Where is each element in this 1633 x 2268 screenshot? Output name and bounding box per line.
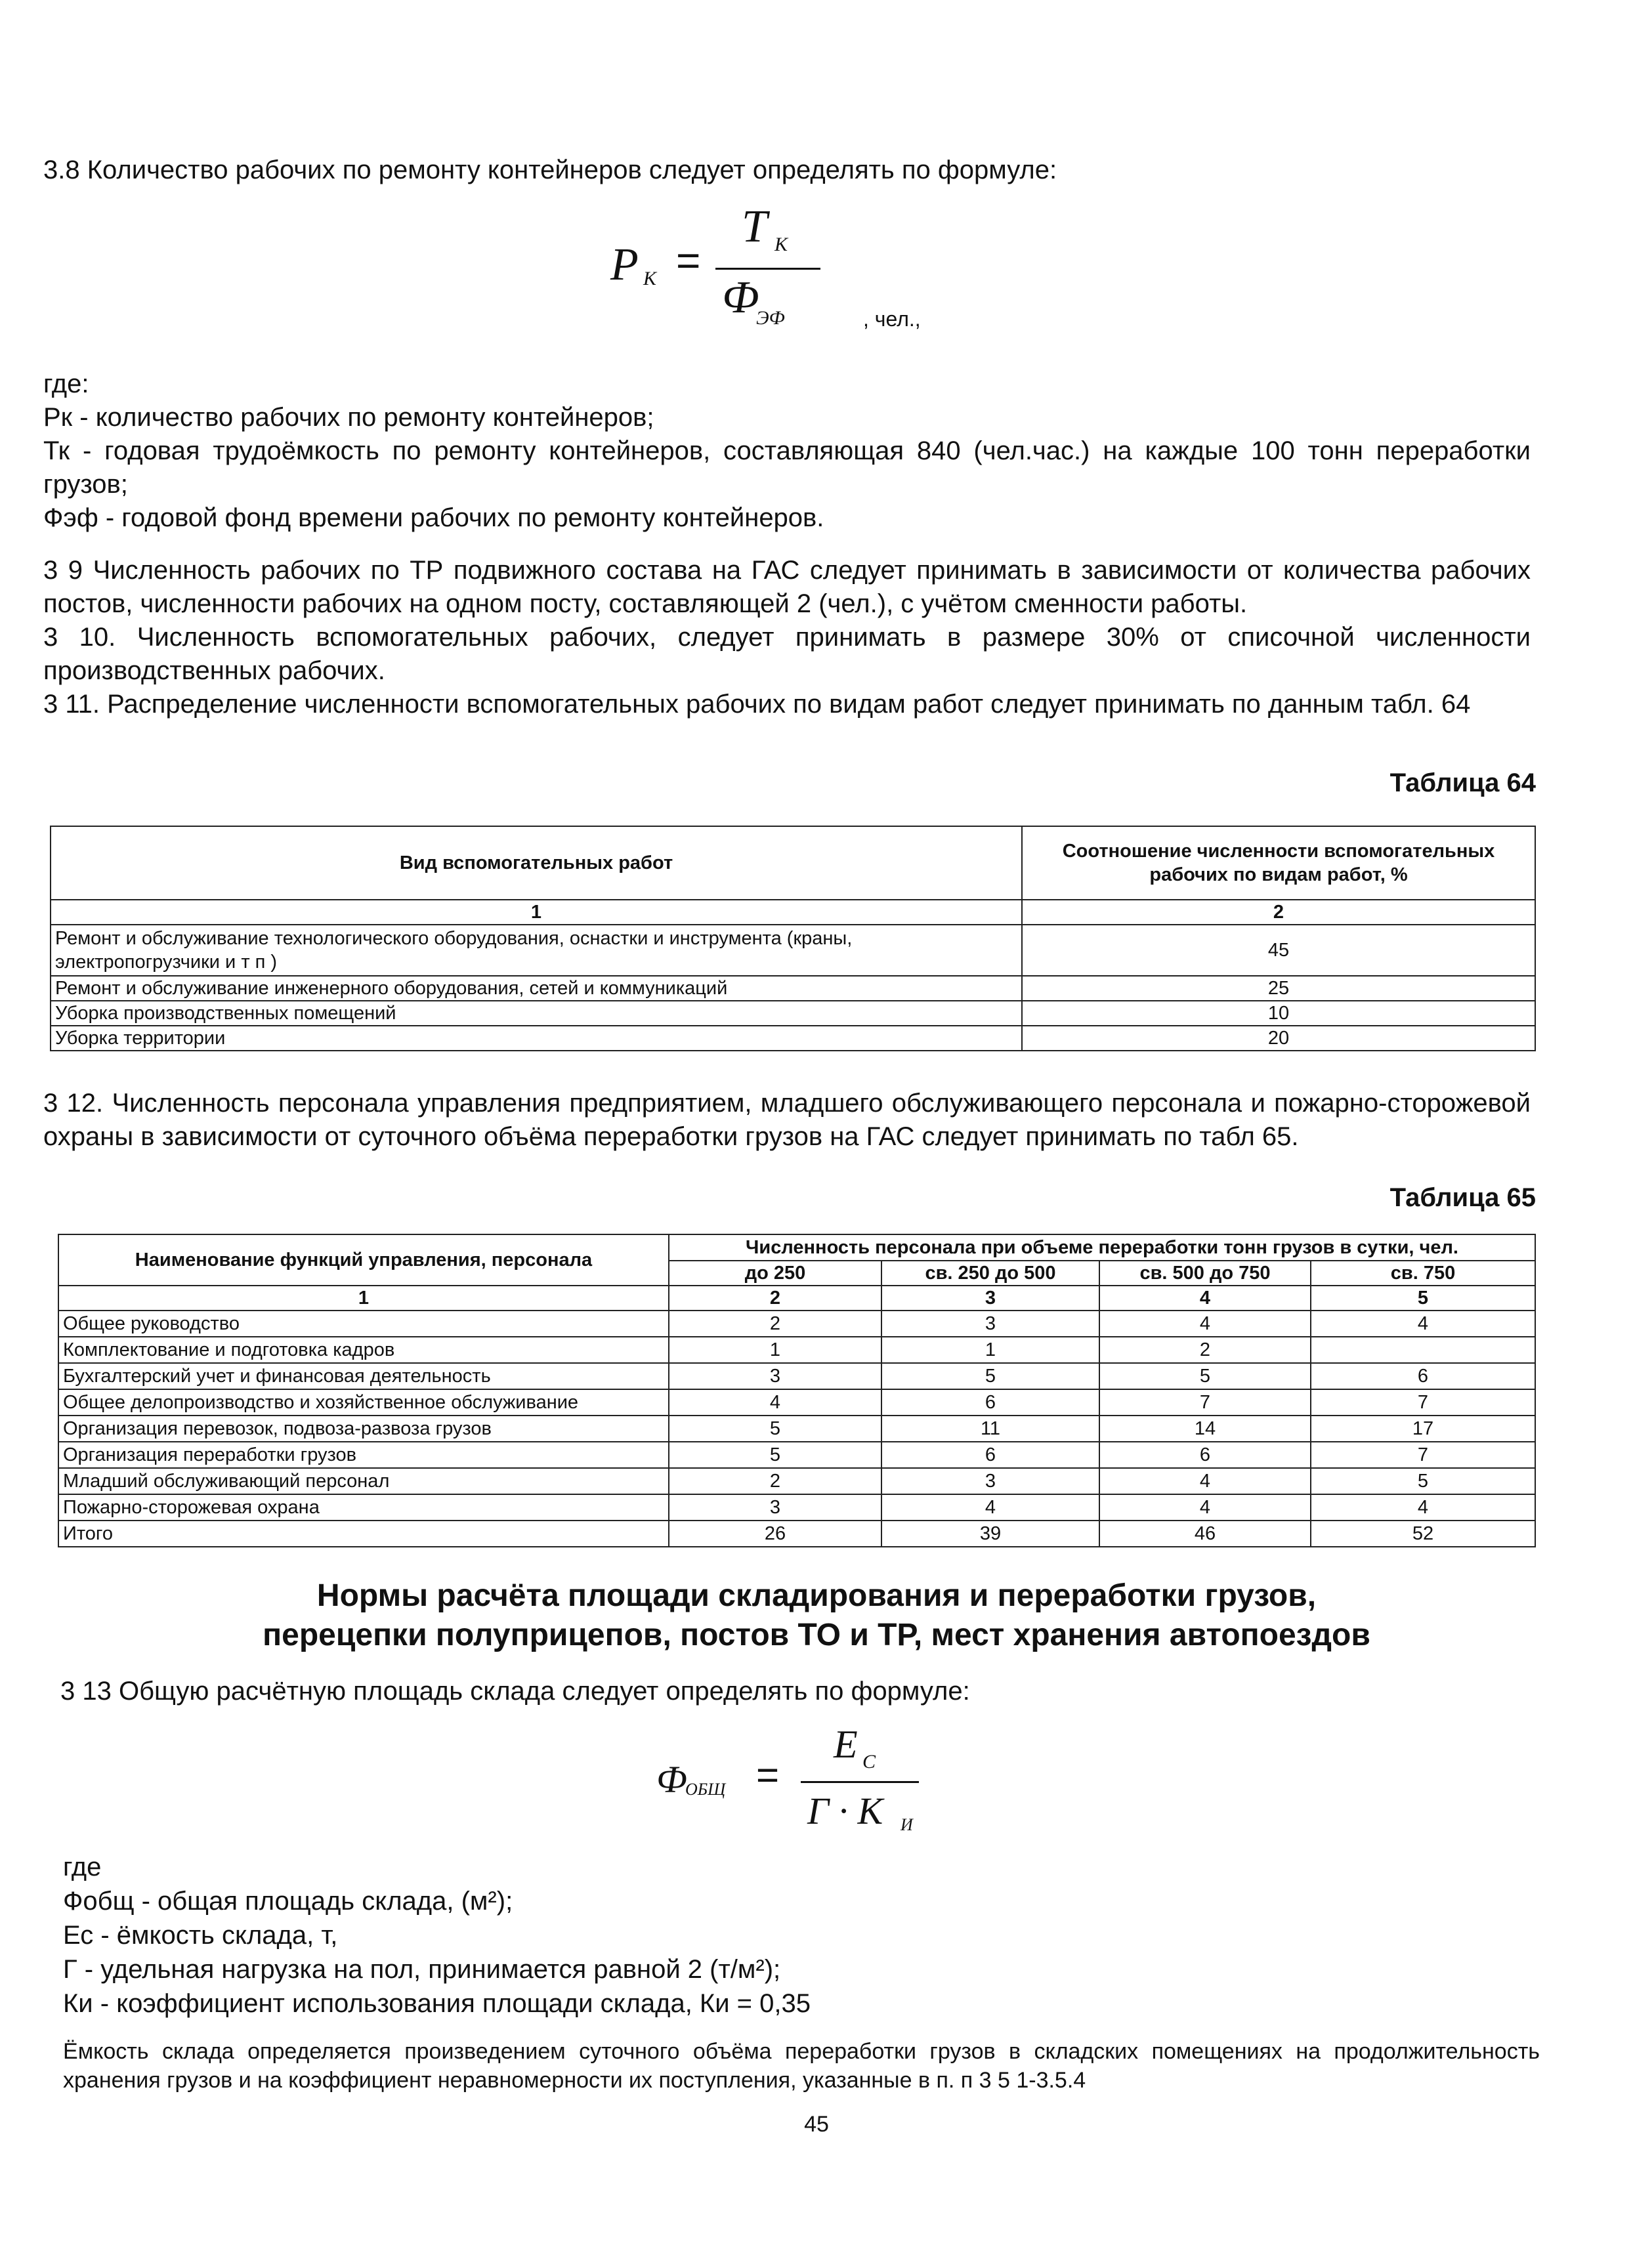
t65-cell: 4 xyxy=(1099,1311,1311,1337)
t64-row-val: 10 xyxy=(1022,1001,1535,1026)
table-row xyxy=(58,1442,1535,1468)
formula2-num-sub: C xyxy=(862,1751,876,1773)
formula-rk xyxy=(610,203,952,348)
table-row xyxy=(51,925,1535,976)
t65-cell: 26 xyxy=(669,1521,881,1547)
t64-row-name: Уборка производственных помещений xyxy=(51,1001,1022,1026)
t65-colnum: 2 xyxy=(669,1286,881,1311)
where-label: где: xyxy=(43,369,89,398)
t65-cell: 6 xyxy=(881,1389,1099,1416)
t64-row-name: Уборка территории xyxy=(51,1026,1022,1051)
t65-cell: 1 xyxy=(669,1337,881,1363)
t65-cell: 5 xyxy=(1311,1468,1535,1494)
t65-cell: 17 xyxy=(1311,1416,1535,1442)
table-row xyxy=(58,1389,1535,1416)
t65-cell: 7 xyxy=(1099,1389,1311,1416)
table-row xyxy=(58,1416,1535,1442)
t65-cell: 46 xyxy=(1099,1521,1311,1547)
table-row xyxy=(58,1468,1535,1494)
t65-cell: 2 xyxy=(1099,1337,1311,1363)
table-row xyxy=(58,1494,1535,1521)
t65-cell: 5 xyxy=(881,1363,1099,1389)
t65-cell: 14 xyxy=(1099,1416,1311,1442)
t65-cell: 6 xyxy=(1099,1442,1311,1468)
t65-cell: 3 xyxy=(669,1494,881,1521)
paragraph-3-9: 3 9 Численность рабочих по ТР подвижного состава на ГАС следует принимать в зависимости от количества рабочих постов, численности рабочих на одном посту, составляющей 2 (чел.), с учётом сменности работы. xyxy=(43,556,1531,618)
formula-den: Ф xyxy=(722,272,759,323)
t65-cell: Организация переработки грузов xyxy=(58,1442,669,1468)
t64-row-val: 25 xyxy=(1022,976,1535,1001)
t65-cell: 52 xyxy=(1311,1521,1535,1547)
formula-lhs-sub: К xyxy=(643,268,656,289)
t64-row-val: 20 xyxy=(1022,1026,1535,1051)
t65-header-staff: Численность персонала при объеме переработки тонн грузов в сутки, чел. xyxy=(669,1234,1535,1261)
page-number: 45 xyxy=(804,2112,829,2137)
paragraph-3-12: 3 12. Численность персонала управления предприятием, младшего обслуживающего персонала и пожарно-сторожевой охраны в зависимости от суточного объёма переработки грузов на ГАС следует принимать по табл 65. xyxy=(43,1089,1531,1151)
t65-sub-1: до 250 xyxy=(669,1261,881,1286)
def-fef: Фэф - годовой фонд времени рабочих по ремонту контейнеров. xyxy=(43,503,824,532)
table-row xyxy=(51,1026,1535,1051)
formula-eq: = xyxy=(676,237,701,284)
formula-unit: , чел., xyxy=(863,307,921,331)
formula2-den-sub: И xyxy=(901,1815,913,1834)
table-row xyxy=(58,1363,1535,1389)
t65-cell: 3 xyxy=(881,1468,1099,1494)
fraction-bar xyxy=(715,268,820,270)
formula-num-sub: К xyxy=(774,234,788,255)
t65-cell: Комплектование и подготовка кадров xyxy=(58,1337,669,1363)
def-g: Г - удельная нагрузка на пол, принимается равной 2 (т/м²); xyxy=(63,1955,781,1984)
t65-cell: Младший обслуживающий персонал xyxy=(58,1468,669,1494)
t64-colnum-2: 2 xyxy=(1022,900,1535,925)
t64-header-type: Вид вспомогательных работ xyxy=(51,826,1022,900)
section-heading-line-2: перецепки полуприцепов, постов ТО и ТР, мест хранения автопоездов xyxy=(263,1618,1370,1652)
def-ki: Ки - коэффициент использования площади склада, Ки = 0,35 xyxy=(63,1989,811,2018)
table64-caption: Таблица 64 xyxy=(1389,768,1536,797)
t65-sub-3: св. 500 до 750 xyxy=(1099,1261,1311,1286)
fraction-bar xyxy=(801,1781,919,1783)
t65-cell: 1 xyxy=(881,1337,1099,1363)
t65-cell: Бухгалтерский учет и финансовая деятельность xyxy=(58,1363,669,1389)
t65-cell: 2 xyxy=(669,1311,881,1337)
paragraph-3-13: 3 13 Общую расчётную площадь склада следует определять по формуле: xyxy=(60,1677,970,1706)
t65-cell: 11 xyxy=(881,1416,1099,1442)
t65-cell: Организация перевозок, подвоза-развоза грузов xyxy=(58,1416,669,1442)
formula2-lhs-sub: ОБЩ xyxy=(685,1780,726,1799)
table-row xyxy=(51,976,1535,1001)
t65-sub-2: св. 250 до 500 xyxy=(881,1261,1099,1286)
table-row xyxy=(51,1001,1535,1026)
t65-colnum: 3 xyxy=(881,1286,1099,1311)
t65-cell: 4 xyxy=(881,1494,1099,1521)
def-es: Ес - ёмкость склада, т, xyxy=(63,1921,338,1950)
def-fobsh: Фобщ - общая площадь склада, (м²); xyxy=(63,1887,513,1916)
paragraph-3-10: 3 10. Численность вспомогательных рабочих, следует принимать в размере 30% от списочной численности производственных рабочих. xyxy=(43,623,1531,685)
t65-cell: Общее руководство xyxy=(58,1311,669,1337)
table-row xyxy=(58,1311,1535,1337)
formula-lhs: P xyxy=(610,240,639,290)
t65-cell: 3 xyxy=(669,1363,881,1389)
table-65 xyxy=(58,1234,1536,1547)
formula2-num: E xyxy=(834,1723,858,1766)
formula-num: T xyxy=(742,201,767,252)
t65-cell: 39 xyxy=(881,1521,1099,1547)
t65-colnum: 5 xyxy=(1311,1286,1535,1311)
t65-cell: 4 xyxy=(1311,1494,1535,1521)
t65-cell: Итого xyxy=(58,1521,669,1547)
t65-cell: 7 xyxy=(1311,1442,1535,1468)
table-64 xyxy=(50,826,1536,1051)
t65-cell: 2 xyxy=(669,1468,881,1494)
t64-row-name: Ремонт и обслуживание технологического оборудования, оснастки и инструмента (краны, электропогрузчики и т п ) xyxy=(51,925,1022,976)
t65-cell: 4 xyxy=(1099,1468,1311,1494)
def-tk: Тк - годовая трудоёмкость по ремонту контейнеров, составляющая 840 (чел.час.) на каждые 100 тонн переработки грузов; xyxy=(43,436,1531,499)
formula2-den: Г · K xyxy=(807,1790,883,1832)
note-paragraph: Ёмкость склада определяется произведением суточного объёма переработки грузов в складских помещениях на продолжительность хранения грузов и на коэффициент неравномерности их поступления, указанные в п. п 3 5 1-3.5.4 xyxy=(63,2039,1540,2093)
formula-den-sub: ЭФ xyxy=(756,307,785,329)
table-row xyxy=(58,1521,1535,1547)
formula2-lhs: Ф xyxy=(656,1758,687,1801)
table65-caption: Таблица 65 xyxy=(1389,1183,1536,1212)
paragraph-3-11: 3 11. Распределение численности вспомогательных рабочих по видам работ следует принимать по данным табл. 64 xyxy=(43,690,1471,719)
t65-colnum: 1 xyxy=(58,1286,669,1311)
t65-cell xyxy=(1311,1337,1535,1363)
where2-label: где xyxy=(63,1853,102,1881)
t65-cell: 5 xyxy=(669,1442,881,1468)
t65-colnum: 4 xyxy=(1099,1286,1311,1311)
t65-cell: Пожарно-сторожевая охрана xyxy=(58,1494,669,1521)
paragraph-3-8: 3.8 Количество рабочих по ремонту контейнеров следует определять по формуле: xyxy=(43,156,1057,184)
t65-cell: 5 xyxy=(669,1416,881,1442)
t65-cell: 7 xyxy=(1311,1389,1535,1416)
t65-cell: 6 xyxy=(1311,1363,1535,1389)
t64-row-name: Ремонт и обслуживание инженерного оборудования, сетей и коммуникаций xyxy=(51,976,1022,1001)
t65-header-function: Наименование функций управления, персонала xyxy=(58,1234,669,1286)
t65-cell: 4 xyxy=(1099,1494,1311,1521)
t64-colnum-1: 1 xyxy=(51,900,1022,925)
t64-row-val: 45 xyxy=(1022,925,1535,976)
t65-cell: 6 xyxy=(881,1442,1099,1468)
t65-cell: 4 xyxy=(1311,1311,1535,1337)
def-rk: Рк - количество рабочих по ремонту контейнеров; xyxy=(43,403,654,432)
section-heading-line-1: Нормы расчёта площади складирования и переработки грузов, xyxy=(316,1578,1317,1613)
t65-cell: Общее делопроизводство и хозяйственное обслуживание xyxy=(58,1389,669,1416)
t65-cell: 4 xyxy=(669,1389,881,1416)
t65-cell: 5 xyxy=(1099,1363,1311,1389)
table-row xyxy=(58,1337,1535,1363)
formula2-eq: = xyxy=(756,1753,780,1797)
t65-cell: 3 xyxy=(881,1311,1099,1337)
t65-sub-4: св. 750 xyxy=(1311,1261,1535,1286)
t64-header-ratio: Соотношение численности вспомогательных рабочих по видам работ, % xyxy=(1022,826,1535,900)
formula-fobsh xyxy=(643,1719,958,1838)
